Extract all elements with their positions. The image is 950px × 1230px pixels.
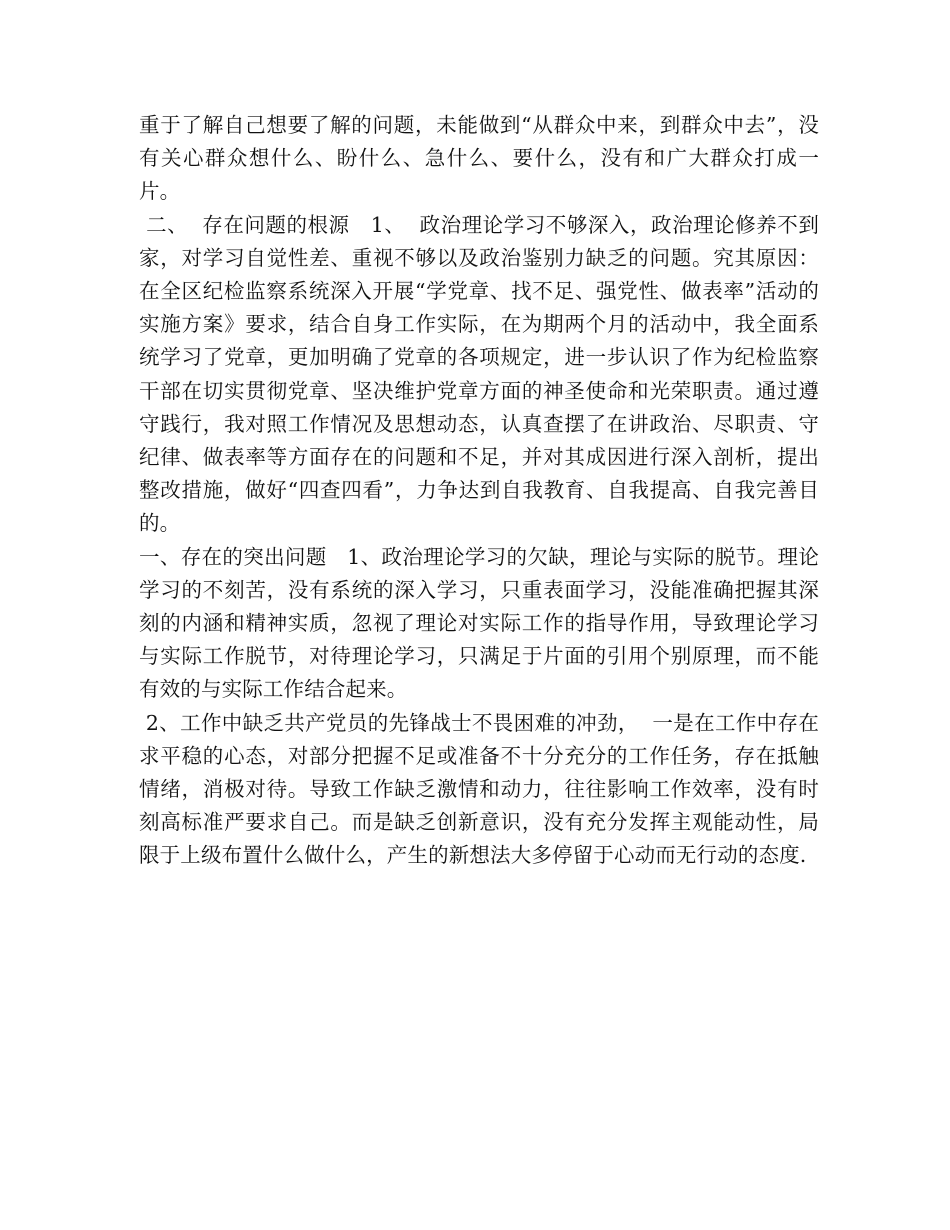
- document-body: [139, 109, 819, 873]
- paragraph-4: 2、工作中缺乏共产党员的先锋战士不畏困难的冲劲， 一是在工作中存在求平稳的心态，对部分把握不足或准备不十分充分的工作任务，存在抵触情绪，消极对待。导致工作缺乏激情和动力，往往影响工作效率，没有时刻高标准严要求自己。而是缺乏创新意识，没有充分发挥主观能动性，局限于上级布置什么做什么，产生的新想法大多停留于心动而无行动的态度.: [139, 710, 819, 868]
- paragraph-1: 重于了解自己想要了解的问题，未能做到“从群众中来，到群众中去”，没有关心群众想什么、盼什么、急什么、要什么，没有和广大群众打成一片。: [139, 113, 819, 204]
- paragraph-2: 二、 存在问题的根源 1、 政治理论学习不够深入，政治理论修养不到家，对学习自觉性差、重视不够以及政治鉴别力缺乏的问题。究其原因：在全区纪检监察系统深入开展“学党章、找不足、强党性、做表率”活动的实施方案》要求，结合自身工作实际，在为期两个月的活动中，我全面系统学习了党章，更加明确了党章的各项规定，进一步认识了作为纪检监察干部在切实贯彻党章、坚决维护党章方面的神圣使命和光荣职责。通过遵守践行，我对照工作情况及思想动态，认真查摆了在讲政治、尽职责、守纪律、做表率等方面存在的问题和不足，并对其成因进行深入剖析，提出整改措施，做好“四查四看”，力争达到自我教育、自我提高、自我完善目的。: [139, 212, 819, 536]
- paragraph-3: 一、存在的突出问题 1、政治理论学习的欠缺，理论与实际的脱节。理论学习的不刻苦，没有系统的深入学习，只重表面学习，没能准确把握其深刻的内涵和精神实质，忽视了理论对实际工作的指导作用，导致理论学习与实际工作脱节，对待理论学习，只满足于片面的引用个别原理，而不能有效的与实际工作结合起来。: [139, 544, 819, 702]
